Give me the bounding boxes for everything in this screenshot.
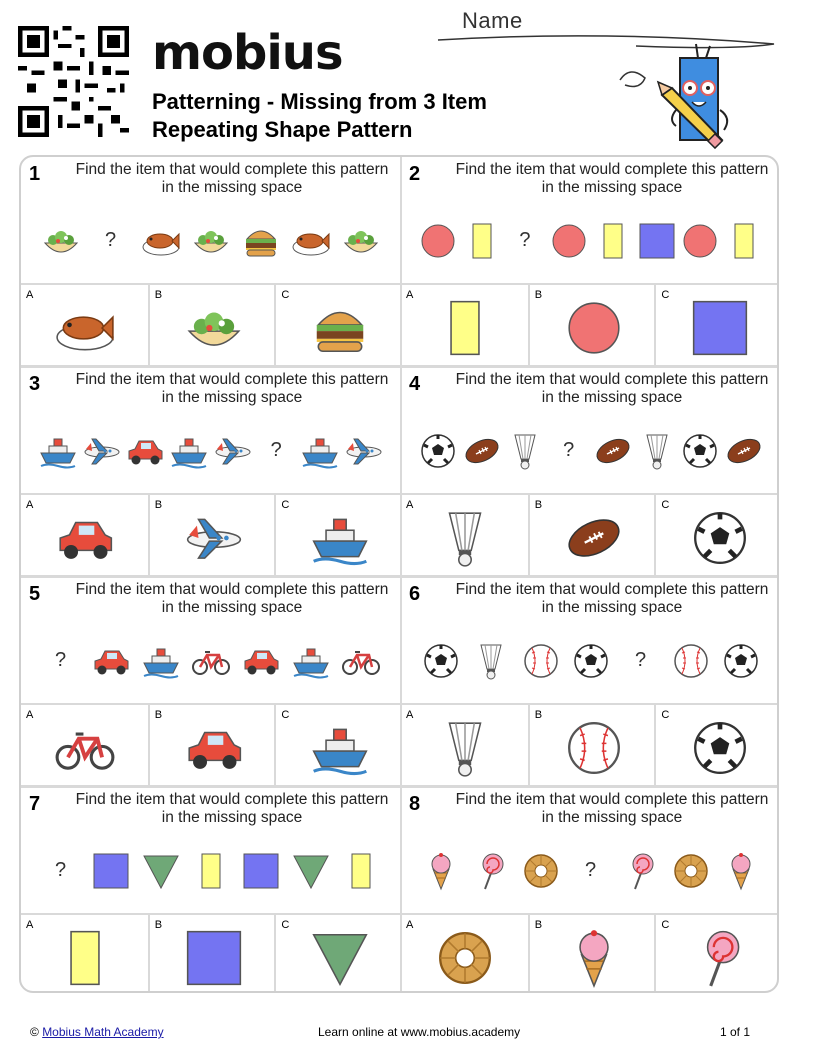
boat-icon [169, 431, 209, 471]
question-card [21, 787, 401, 993]
answer-letter: A [406, 919, 414, 931]
answer-option-c[interactable] [654, 495, 779, 577]
mascot-icon [610, 40, 740, 150]
name-label: Name [462, 8, 523, 33]
square-icon [637, 221, 677, 261]
boat-icon [291, 641, 331, 681]
pattern-row [21, 419, 401, 485]
rect-icon [462, 221, 502, 261]
square-icon [241, 851, 281, 891]
footer-copyright [30, 1025, 164, 1039]
answer-letter: A [26, 709, 34, 721]
circle-icon [680, 221, 720, 261]
missing-item-marker: ? [55, 859, 67, 881]
burger-icon [241, 221, 281, 261]
answer-option-b[interactable] [148, 285, 274, 367]
answer-option-a[interactable] [401, 285, 527, 367]
answer-row [401, 913, 779, 993]
answer-row [21, 283, 401, 367]
soccer-icon [571, 641, 611, 681]
bike-icon [341, 641, 381, 681]
football-icon [462, 431, 502, 471]
circle-icon [563, 297, 625, 359]
missing-item-marker: ? [585, 859, 597, 881]
salad-icon [41, 221, 81, 261]
answer-letter: A [26, 499, 34, 511]
footer-center-text: Learn online at www.mobius.academy [318, 1025, 521, 1039]
lollipop-icon [689, 927, 751, 989]
circle-icon [549, 221, 589, 261]
salad-icon [183, 297, 245, 359]
car-icon [54, 507, 116, 569]
icecream-icon [563, 927, 625, 989]
answer-option-b[interactable] [148, 915, 274, 993]
soccer-icon [721, 641, 761, 681]
pattern-row [401, 629, 779, 695]
lollipop-icon [621, 851, 661, 891]
answer-option-c[interactable] [274, 915, 400, 993]
question-prompt: Find the item that would complete this pattern in the missing space [75, 371, 389, 406]
rect-icon [593, 221, 633, 261]
plane-icon [213, 431, 253, 471]
soccer-icon [421, 641, 461, 681]
answer-letter: C [281, 919, 290, 931]
plane-icon [183, 507, 245, 569]
soccer-icon [689, 717, 751, 779]
rect-icon [54, 927, 116, 989]
pattern-row [401, 839, 779, 905]
answer-letter: C [661, 289, 670, 301]
answer-option-c[interactable] [274, 285, 400, 367]
baseball-icon [521, 641, 561, 681]
triangle-icon [141, 851, 181, 891]
mobius-logo [152, 26, 343, 80]
page-number: 1 of 1 [720, 1025, 751, 1039]
mobius-link[interactable]: Mobius Math Academy [42, 1025, 164, 1039]
answer-option-c[interactable] [654, 285, 779, 367]
answer-option-a[interactable] [21, 285, 147, 367]
question-grid [19, 155, 779, 993]
answer-option-c[interactable] [654, 705, 779, 787]
plane-icon [82, 431, 122, 471]
baseball-icon [671, 641, 711, 681]
answer-option-a[interactable] [21, 705, 147, 787]
answer-option-c[interactable] [274, 495, 400, 577]
pattern-row [21, 629, 401, 695]
title-line-2: Repeating Shape Pattern [152, 117, 413, 142]
answer-option-b[interactable] [528, 285, 654, 367]
question-number: 4 [409, 373, 421, 395]
logo-text: mobius [152, 25, 343, 81]
answer-option-b[interactable] [148, 495, 274, 577]
donut-icon [521, 851, 561, 891]
answer-option-b[interactable] [148, 705, 274, 787]
missing-item-marker: ? [563, 439, 575, 461]
icecream-icon [721, 851, 761, 891]
football-icon [563, 507, 625, 569]
answer-option-a[interactable] [401, 705, 527, 787]
answer-letter: C [661, 919, 670, 931]
question-card [401, 157, 779, 367]
answer-row [401, 493, 779, 577]
boat-icon [141, 641, 181, 681]
answer-letter: B [534, 499, 543, 511]
rect-icon [434, 297, 496, 359]
question-card [21, 577, 401, 787]
answer-letter: A [406, 709, 414, 721]
soccer-icon [418, 431, 458, 471]
missing-item-marker: ? [635, 649, 647, 671]
square-icon [91, 851, 131, 891]
donut-icon [671, 851, 711, 891]
answer-option-b[interactable] [528, 915, 654, 993]
car-icon [241, 641, 281, 681]
car-icon [183, 717, 245, 779]
answer-letter: A [406, 499, 414, 511]
square-icon [689, 297, 751, 359]
boat-icon [38, 431, 78, 471]
missing-item-marker: ? [105, 229, 117, 251]
rect-icon [724, 221, 764, 261]
pattern-row [401, 419, 779, 485]
question-number: 6 [409, 583, 421, 605]
answer-option-c[interactable] [274, 705, 400, 787]
question-number: 3 [29, 373, 41, 395]
question-card [21, 367, 401, 577]
answer-row [21, 913, 401, 993]
question-number: 5 [29, 583, 41, 605]
answer-letter: B [534, 289, 543, 301]
question-card [401, 787, 779, 993]
fish-icon [54, 297, 116, 359]
plane-icon [344, 431, 384, 471]
circle-icon [418, 221, 458, 261]
answer-letter: C [281, 499, 290, 511]
answer-letter: A [406, 289, 414, 301]
answer-letter: B [154, 499, 163, 511]
answer-option-b[interactable] [528, 495, 654, 577]
bike-icon [191, 641, 231, 681]
pattern-row [21, 209, 401, 275]
triangle-icon [291, 851, 331, 891]
question-prompt: Find the item that would complete this pattern in the missing space [455, 371, 769, 406]
question-card [21, 157, 401, 367]
fish-icon [291, 221, 331, 261]
answer-letter: B [534, 709, 543, 721]
question-prompt: Find the item that would complete this pattern in the missing space [75, 791, 389, 826]
shuttlecock-icon [637, 431, 677, 471]
question-card [401, 367, 779, 577]
shuttlecock-icon [434, 717, 496, 779]
answer-option-a[interactable] [21, 495, 147, 577]
shuttlecock-icon [434, 507, 496, 569]
salad-icon [341, 221, 381, 261]
question-card [401, 577, 779, 787]
missing-item-marker: ? [270, 439, 282, 461]
answer-option-b[interactable] [528, 705, 654, 787]
answer-option-c[interactable] [654, 915, 779, 993]
icecream-icon [421, 851, 461, 891]
question-prompt: Find the item that would complete this pattern in the missing space [75, 161, 389, 196]
answer-option-a[interactable] [21, 915, 147, 993]
rect-icon [191, 851, 231, 891]
answer-letter: B [154, 289, 163, 301]
boat-icon [309, 507, 371, 569]
lollipop-icon [471, 851, 511, 891]
answer-letter: C [661, 499, 670, 511]
answer-letter: A [26, 289, 34, 301]
shuttlecock-icon [505, 431, 545, 471]
rect-icon [341, 851, 381, 891]
qr-code [18, 26, 129, 137]
boat-icon [300, 431, 340, 471]
answer-option-a[interactable] [401, 915, 527, 993]
question-number: 8 [409, 793, 421, 815]
football-icon [593, 431, 633, 471]
answer-letter: B [154, 709, 163, 721]
football-icon [724, 431, 764, 471]
question-prompt: Find the item that would complete this pattern in the missing space [455, 791, 769, 826]
bike-icon [54, 717, 116, 779]
shuttlecock-icon [471, 641, 511, 681]
square-icon [183, 927, 245, 989]
pattern-row [21, 839, 401, 905]
answer-row [21, 703, 401, 787]
answer-row [21, 493, 401, 577]
question-prompt: Find the item that would complete this pattern in the missing space [75, 581, 389, 616]
missing-item-marker: ? [55, 649, 67, 671]
title-line-1: Patterning - Missing from 3 Item [152, 89, 487, 114]
question-prompt: Find the item that would complete this pattern in the missing space [455, 161, 769, 196]
answer-option-a[interactable] [401, 495, 527, 577]
answer-letter: B [534, 919, 543, 931]
fish-icon [141, 221, 181, 261]
missing-item-marker: ? [519, 229, 531, 251]
answer-row [401, 283, 779, 367]
question-prompt: Find the item that would complete this pattern in the missing space [455, 581, 769, 616]
car-icon [91, 641, 131, 681]
question-number: 7 [29, 793, 41, 815]
answer-row [401, 703, 779, 787]
worksheet-title [152, 88, 572, 144]
pattern-row [401, 209, 779, 275]
soccer-icon [689, 507, 751, 569]
answer-letter: C [661, 709, 670, 721]
answer-letter: C [281, 709, 290, 721]
triangle-icon [309, 927, 371, 989]
question-number: 1 [29, 163, 41, 185]
salad-icon [191, 221, 231, 261]
car-icon [125, 431, 165, 471]
question-number: 2 [409, 163, 421, 185]
copyright-symbol: © [30, 1025, 39, 1039]
baseball-icon [563, 717, 625, 779]
answer-letter: A [26, 919, 34, 931]
soccer-icon [680, 431, 720, 471]
answer-letter: B [154, 919, 163, 931]
boat-icon [309, 717, 371, 779]
burger-icon [309, 297, 371, 359]
answer-letter: C [281, 289, 290, 301]
donut-icon [434, 927, 496, 989]
